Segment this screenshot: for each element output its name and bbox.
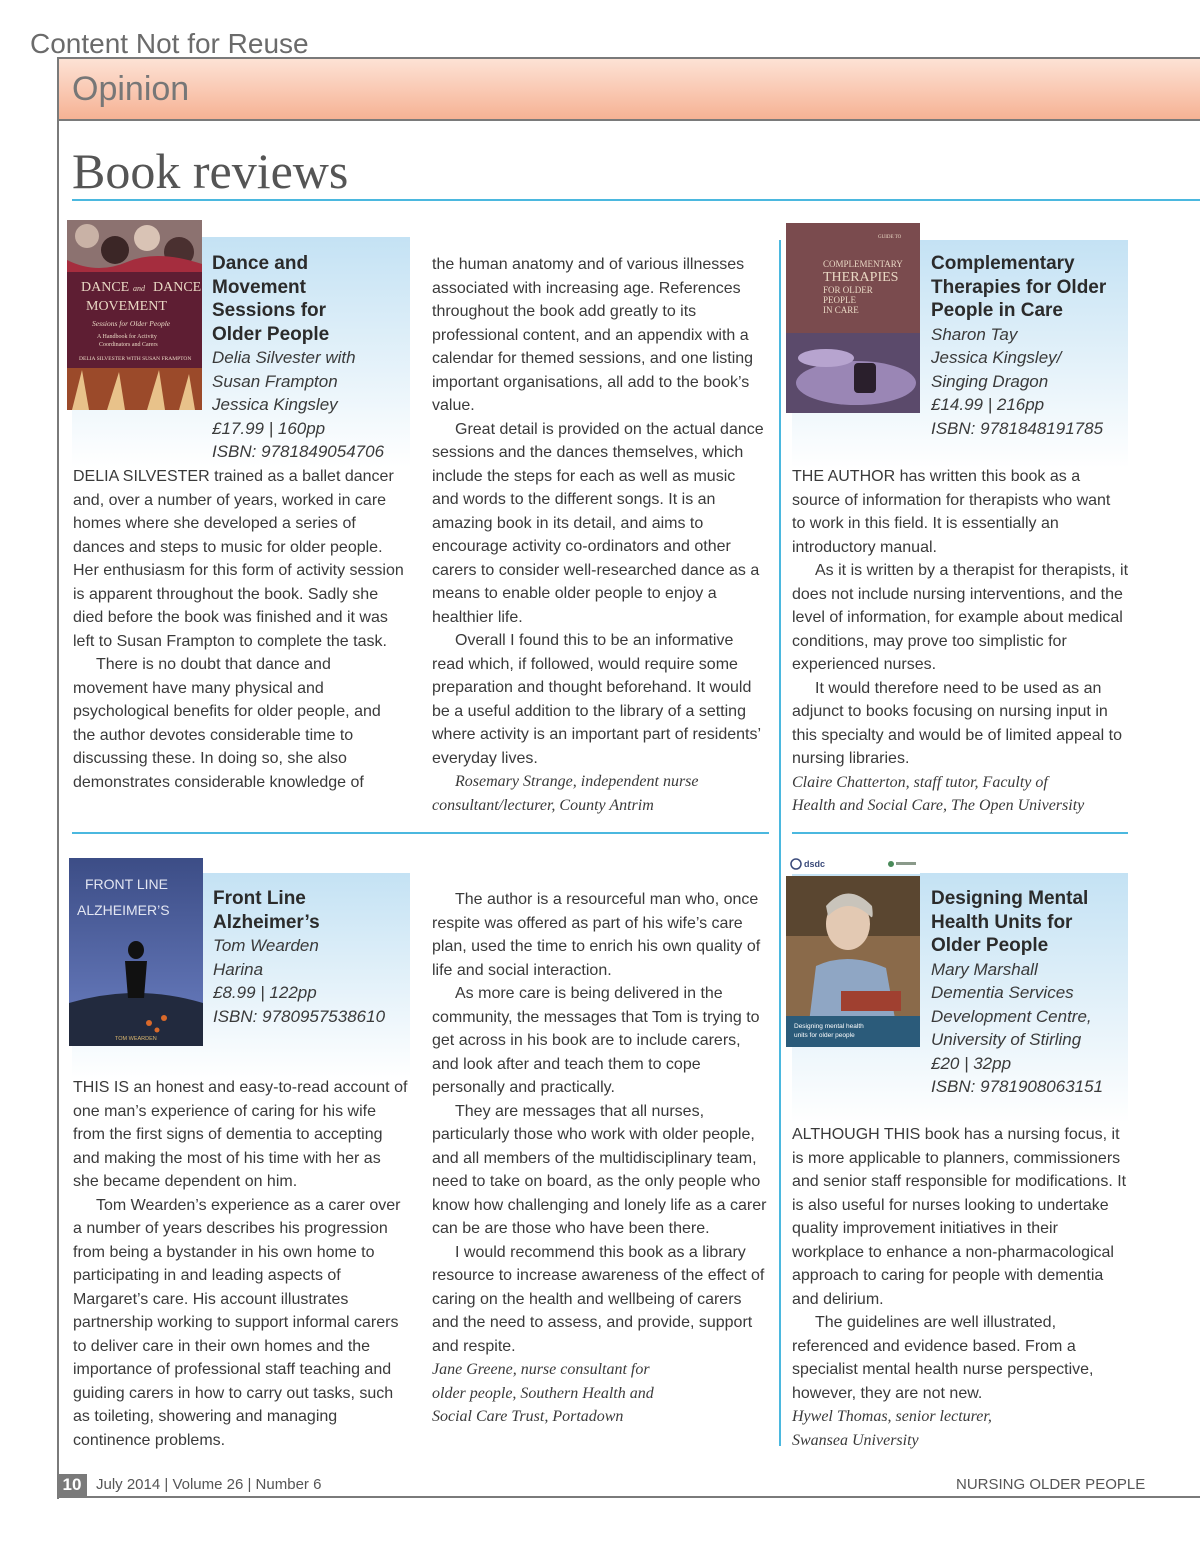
book-cover-therapies	[786, 223, 920, 413]
book-publisher: University of Stirling	[931, 1030, 1082, 1049]
book-isbn: ISBN: 9781908063151	[931, 1077, 1104, 1096]
cover-dance-authors: DELIA SILVESTER WITH SUSAN FRAMPTON	[79, 356, 192, 362]
review-paragraph: DELIA SILVESTER trained as a ballet dancer and, over a number of years, worked in care homes where she developed a series of dances and steps to music for older people. Her enthusiasm for this form of activity session is apparent throughout the book. Sadly she died before the book was finished and it was left to Susan Frampton to complete the task.	[73, 468, 404, 650]
book-price-pages: £17.99 | 160pp	[212, 418, 326, 438]
cover-dance-line1b: DANCE	[153, 280, 202, 295]
review-3-header	[213, 887, 410, 1028]
review-paragraph: The author is a resourceful man who, once respite was offered as part of his wife’s care plan, used the time to enrich his own quality of life and social interaction.	[432, 891, 761, 979]
review-1-body-col1	[73, 465, 407, 794]
cover-therapies-line1: COMPLEMENTARY	[823, 259, 903, 269]
review-paragraph: It would therefore need to be used as an adjunct to books focusing on nursing input in this specialty and would be of limited appeal to nursing libraries.	[792, 679, 1122, 767]
book-isbn: ISBN: 9781848191785	[931, 418, 1104, 438]
dsdc-logo-icon	[791, 859, 801, 869]
magazine-name: NURSING OLDER PEOPLE	[956, 1476, 1146, 1493]
cover-therapies-line4: PEOPLE	[823, 295, 857, 305]
review-3-body-col2	[432, 888, 768, 1429]
cover-logo-strip	[786, 854, 920, 874]
cover-dance-line1: DANCE	[81, 280, 130, 295]
reviewer-signature: Social Care Trust, Portadown	[432, 1408, 624, 1425]
review-1-body-col2	[432, 253, 766, 817]
cover-dance-sub2: A Handbook for Activity	[97, 334, 157, 340]
book-title-line: Complementary	[931, 253, 1075, 274]
book-price-pages: £20 | 32pp	[931, 1053, 1012, 1073]
review-4-body	[792, 1123, 1128, 1452]
review-2-header	[931, 252, 1126, 440]
book-title-line: Therapies for Older	[931, 276, 1107, 298]
review-paragraph: Tom Wearden’s experience as a carer over a number of years describes his progression from being a bystander in his own home to participating in and leading aspects of Margaret’s care. His account illustrates partnership working to support informal carers to deliver care in their own homes and the importance of professional staff teaching and guiding carers in how to carry out tasks, such as toileting, showering and managing continence problems.	[73, 1196, 401, 1449]
book-author: Mary Marshall	[931, 959, 1038, 979]
review-paragraph: The guidelines are well illustrated, referenced and evidence based. From a specialist mental health nurse perspective, however, they are not new.	[792, 1314, 1094, 1402]
book-cover-mental-health	[786, 876, 920, 1047]
book-cover-dance	[67, 220, 202, 410]
reviewer-signature: Hywel Thomas, senior lecturer,	[792, 1408, 992, 1425]
cover-dance-line2: MOVEMENT	[86, 299, 167, 314]
cover-therapies-line3: FOR OLDER	[823, 285, 873, 295]
book-title-line: People in Care	[931, 300, 1063, 321]
review-paragraph: I would recommend this book as a library resource to increase awareness of the effect of caring on the health and wellbeing of carers and the need to assess, and provide, support and respite.	[432, 1243, 765, 1355]
cover-dance-sub3: Coordinators and Carers	[99, 342, 158, 348]
review-paragraph: There is no doubt that dance and movement have many physical and psychological benefits for older people, and the author devotes considerable time to discussing these. In doing so, she also demonstrates considerable knowledge of	[73, 656, 381, 791]
reviewer-signature: Claire Chatterton, staff tutor, Faculty of	[792, 773, 1048, 791]
review-paragraph: As it is written by a therapist for therapists, it does not include nursing interventions, and the level of information, for example about medical conditions, may prove too simplistic for experienced nurses.	[792, 562, 1129, 673]
book-publisher: Jessica Kingsley	[212, 395, 338, 414]
reviewer-signature: Jane Greene, nurse consultant for	[432, 1361, 650, 1378]
page-number: 10	[57, 1474, 87, 1496]
book-author: Susan Frampton	[212, 371, 338, 391]
issue-info: July 2014 | Volume 26 | Number 6	[96, 1476, 322, 1493]
section-divider-left	[72, 832, 769, 834]
book-price-pages: £8.99 | 122pp	[213, 983, 317, 1002]
review-1-header	[212, 252, 407, 464]
review-paragraph: THIS IS an honest and easy-to-read account of one man’s experience of caring for his wife from the first signs of dementia to accepting and making the most of his time with her as she became dependent on him.	[73, 1079, 408, 1190]
book-title-line: Dance and Movement	[212, 253, 309, 298]
reviewer-signature: older people, Southern Health and	[432, 1384, 654, 1402]
review-paragraph: As more care is being delivered in the community, the messages that Tom is trying to get across in his book are to include carers, and look after and teach them to cope personally and practically.	[432, 985, 760, 1096]
book-title-line: Designing Mental	[931, 888, 1089, 909]
page-title: Book reviews	[72, 143, 349, 199]
reviewer-signature: Swansea University	[792, 1431, 919, 1449]
review-3-body-col1	[73, 1076, 409, 1452]
cover-alz-line1: FRONT LINE	[85, 876, 168, 892]
cover-therapies-line2: THERAPIES	[823, 270, 899, 285]
cover-mh-caption1: Designing mental health	[794, 1023, 864, 1030]
book-author: Tom Wearden	[213, 936, 319, 955]
reviewer-signature: consultant/lecturer, County Antrim	[432, 796, 654, 814]
book-publisher: Singing Dragon	[931, 371, 1049, 391]
book-author: Sharon Tay	[931, 324, 1018, 344]
review-4-header	[931, 887, 1126, 1099]
section-divider-right	[792, 832, 1128, 834]
review-paragraph: the human anatomy and of various illnesses associated with increasing age. References throughout the book add greatly to its professional content, and an appendix with a calendar for themed sessions, and one listing important organisations, all add to the book’s value.	[432, 256, 754, 414]
book-cover-alzheimers	[69, 858, 203, 1046]
book-title-line: Older People	[931, 935, 1049, 956]
review-paragraph: Great detail is provided on the actual dance sessions and the dances themselves, which include the steps for each as well as music and words to the different songs. It is an amazing book in its detail, and aims to encourage activity co-ordinators and other carers to consider well-researched dance as a means to enable older people to enjoy a healthier life.	[432, 420, 764, 626]
cover-therapies-line5: IN CARE	[823, 305, 859, 315]
cover-logo-text: dsdc	[804, 859, 826, 869]
reviewer-signature: Health and Social Care, The Open University	[792, 797, 1085, 814]
book-author: Delia Silvester with	[212, 348, 356, 367]
title-rule	[72, 199, 1200, 201]
cover-dance-and: and	[133, 284, 145, 293]
book-isbn: ISBN: 9781849054706	[212, 442, 385, 461]
cover-therapies-top: GUIDE TO	[878, 235, 902, 240]
book-publisher: Development Centre,	[931, 1006, 1092, 1026]
cover-mh-caption2: units for older people	[794, 1032, 855, 1039]
book-publisher: Dementia Services	[931, 983, 1074, 1002]
cover-alz-line2: ALZHEIMER’S	[77, 902, 170, 918]
book-publisher: Harina	[213, 959, 264, 979]
book-isbn: ISBN: 9780957538610	[213, 1006, 386, 1026]
review-paragraph: Overall I found this to be an informative read which, if followed, would require some preparation and thought beforehand. It would be a useful addition to the library of a setting where activity is an important part of residents’ everyday lives.	[432, 632, 761, 767]
section-label: Opinion	[72, 70, 190, 108]
reviewer-signature: Rosemary Strange, independent nurse	[455, 773, 699, 790]
book-title-line: Health Units for	[931, 911, 1073, 933]
review-2-body	[792, 465, 1128, 818]
review-paragraph: ALTHOUGH THIS book has a nursing focus, it is more applicable to planners, commissioners and senior staff responsible for modifications. It is also useful for nurses looking to undertake quality improvement initiatives in their workplace to enhance a non-pharmacological approach to caring for people with dementia and delirium.	[792, 1126, 1127, 1308]
cover-alz-author: TOM WEARDEN	[115, 1036, 157, 1042]
university-logo-icon	[888, 861, 894, 867]
section-band	[59, 59, 1200, 121]
book-title-line: Sessions for	[212, 300, 327, 321]
footer-rule	[57, 1496, 1200, 1498]
watermark-text: Content Not for Reuse	[30, 28, 309, 59]
review-paragraph: They are messages that all nurses, particularly those who work with older people, and all members of the multidisciplinary team, need to take on board, as the only people who know how challenging and lonely life as a carer can be are those who have been there.	[432, 1102, 767, 1237]
book-title-line: Front Line Alzheimer’s	[213, 888, 320, 933]
cover-dance-sub: Sessions for Older People	[92, 319, 171, 328]
review-paragraph: THE AUTHOR has written this book as a source of information for therapists who want to work in this field. It is essentially an introductory manual.	[792, 468, 1111, 556]
column-divider	[779, 240, 781, 1446]
book-price-pages: £14.99 | 216pp	[931, 395, 1045, 414]
book-publisher: Jessica Kingsley/	[931, 348, 1062, 367]
book-title-line: Older People	[212, 323, 330, 345]
